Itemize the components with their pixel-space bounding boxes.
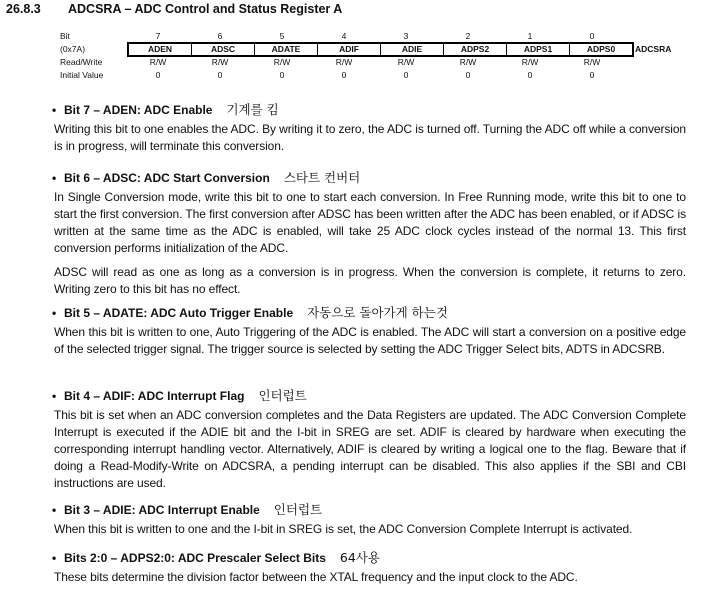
bit-name-cell: ADIF: [317, 44, 380, 55]
init-cell: 0: [465, 70, 471, 80]
rw-cell: R/W: [397, 57, 415, 67]
rw-cell: R/W: [211, 57, 229, 67]
paragraph: Writing this bit to one enables the ADC. By writing it to zero, the ADC is turned off. Turning the ADC off while a conversion is in progress, will terminate this conversion.: [54, 122, 686, 153]
section-heading: [6, 2, 342, 16]
section-adsc: [54, 168, 686, 298]
paragraph: These bits determine the division factor between the XTAL frequency and the input clock to the ADC.: [54, 570, 578, 584]
paragraph: ADSC will read as one as long as a conversion is in progress. When the conversion is complete, it returns to zero. Writing zero to this bit has no effect.: [54, 265, 686, 296]
bit-title: Bits 2:0 – ADPS2:0: ADC Prescaler Select Bits: [64, 551, 326, 565]
bit-title: Bit 5 – ADATE: ADC Auto Trigger Enable: [64, 306, 294, 320]
init-cell: 0: [527, 70, 533, 80]
section-adate: [54, 303, 686, 358]
bullet-icon: •: [52, 171, 57, 185]
rw-cell: R/W: [583, 57, 601, 67]
bit-title: Bit 3 – ADIE: ADC Interrupt Enable: [64, 503, 260, 517]
bit-title: Bit 4 – ADIF: ADC Interrupt Flag: [64, 389, 245, 403]
section-adif: [54, 386, 686, 492]
init-cell: 0: [589, 70, 595, 80]
bit-number: 1: [527, 31, 533, 41]
bit-number: 6: [217, 31, 223, 41]
register-name: ADCSRA: [635, 44, 672, 54]
bullet-icon: •: [52, 103, 57, 117]
section-aden: [54, 100, 686, 155]
bit-heading: [52, 100, 686, 118]
handwritten-note: 64사용: [339, 550, 380, 565]
rw-cell: R/W: [459, 57, 477, 67]
bit-name-cell: ADATE: [254, 44, 317, 55]
section-title: ADCSRA – ADC Control and Status Register A: [68, 2, 343, 16]
bullet-icon: •: [52, 389, 57, 403]
bit-name-cell: ADPS1: [506, 44, 569, 55]
bullet-icon: •: [52, 306, 57, 320]
bullet-icon: •: [52, 551, 57, 565]
init-cell: 0: [279, 70, 285, 80]
paragraph: When this bit is written to one and the I-bit in SREG is set, the ADC Conversion Complete Interrupt is activated.: [54, 522, 633, 536]
paragraph: This bit is set when an ADC conversion completes and the Data Registers are updated. The ADC Conversion Complete Interrupt is executed if the ADIE bit and the I-bit in SREG are set. ADIF is cleared by hardware when executing the corresponding interrupt handling vector. Alternatively, ADIF is cleared by writing a logical one to the flag. Beware that if doing a Read-Modify-Write on ADCSRA, a pending interrupt can be disabled. This also applies if the SBI and CBI instructions are used.: [54, 408, 686, 490]
bit-heading: [52, 168, 686, 186]
bit-heading: [52, 386, 686, 404]
bit-name-cell: ADEN: [147, 44, 173, 54]
handwritten-note: 인터럽트: [258, 388, 307, 403]
bit-name-cell: ADSC: [191, 44, 254, 55]
init-cell: 0: [155, 70, 161, 80]
bit-number: 2: [465, 31, 471, 41]
rw-cell: R/W: [335, 57, 353, 67]
bullet-icon: •: [52, 503, 57, 517]
address-label: (0x7A): [60, 44, 86, 54]
paragraph: In Single Conversion mode, write this bit to one to start each conversion. In Free Running mode, write this bit to one to start the first conversion. The first conversion after ADSC has been written after the ADC has been enabled, or if ADSC is written at the same time as the ADC is enabled, will take 25 ADC clock cycles instead of the normal 13. This first conversion performs initialization of the ADC.: [54, 190, 686, 255]
bit-number: 4: [341, 31, 347, 41]
bit-number: 3: [403, 31, 409, 41]
bit-heading: [52, 500, 686, 518]
handwritten-note: 스타트 컨버터: [283, 170, 361, 185]
paragraph: When this bit is written to one, Auto Triggering of the ADC is enabled. The ADC will start a conversion on a positive edge of the selected trigger signal. The trigger source is selected by setting the ADC Trigger Select bits, ADTS in ADCSRB.: [54, 325, 686, 356]
bit-number: 7: [155, 31, 161, 41]
bit-name-cell: ADPS0: [569, 44, 632, 55]
section-adps: [54, 548, 686, 586]
section-adie: [54, 500, 686, 538]
init-cell: 0: [341, 70, 347, 80]
rw-cell: R/W: [149, 57, 167, 67]
rw-cell: R/W: [273, 57, 291, 67]
init-cell: 0: [217, 70, 223, 80]
bit-heading: [52, 548, 686, 566]
init-cell: 0: [403, 70, 409, 80]
bit-label: Bit: [60, 31, 70, 41]
initial-value-label: Initial Value: [60, 70, 104, 80]
bit-number: 0: [589, 31, 595, 41]
bit-name-cell: ADPS2: [443, 44, 506, 55]
handwritten-note: 기계를 킴: [226, 102, 279, 117]
read-write-label: Read/Write: [60, 57, 103, 67]
bit-name-cell: ADIE: [380, 44, 443, 55]
rw-cell: R/W: [521, 57, 539, 67]
bit-title: Bit 7 – ADEN: ADC Enable: [64, 103, 213, 117]
bit-number: 5: [279, 31, 285, 41]
handwritten-note: 인터럽트: [273, 502, 323, 517]
handwritten-note: 자동으로 돌아가게 하는것: [307, 305, 448, 320]
section-number: 26.8.3: [6, 2, 41, 16]
bit-title: Bit 6 – ADSC: ADC Start Conversion: [64, 171, 270, 185]
bit-heading: [52, 303, 686, 321]
